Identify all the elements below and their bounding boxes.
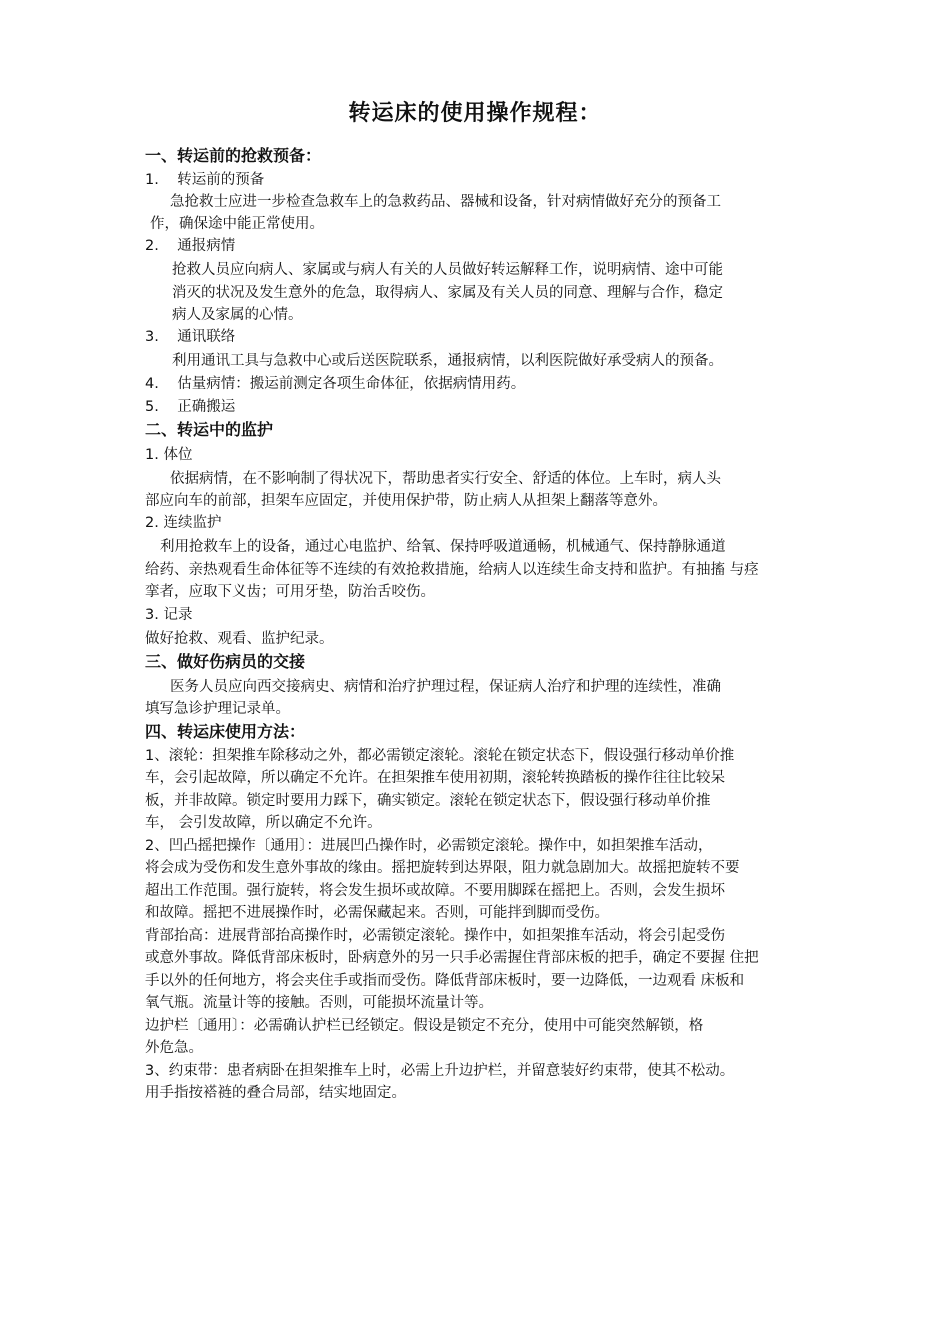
paragraph-line: 依据病情，在不影响制了得状况下，帮助患者实行安全、舒适的体位。上车时，病人头 (170, 471, 721, 487)
paragraph-line: 抢救人员应向病人、家属或与病人有关的人员做好转运解释工作，说明病情、途中可能 (172, 262, 723, 278)
paragraph-line: 边护栏〔通用〕：必需确认护栏已经锁定。假设是锁定不充分，使用中可能突然解锁，格 (145, 1018, 704, 1034)
paragraph-line: 填写急诊护理记录单。 (145, 701, 290, 717)
paragraph-line: 将会成为受伤和发生意外事故的缘由。摇把旋转到达界限，阻力就急剧加大。故摇把旋转不要 (145, 860, 740, 876)
list-item: 4. 估量病情：搬运前测定各项生命体征，依据病情用药。 (145, 376, 526, 392)
paragraph-line: 或意外事故。降低背部床板时，卧病意外的另一只手必需握住背部床板的把手，确定不要握 住把 (145, 950, 759, 966)
paragraph-line: 1、滚轮：担架推车除移动之外，都必需锁定滚轮。滚轮在锁定状态下，假设强行移动单价推 (145, 748, 735, 764)
paragraph-line: 做好抢救、观看、监护纪录。 (145, 631, 334, 647)
list-item: 3. 通讯联络 (145, 329, 236, 345)
section-heading-1: 一、转运前的抢救预备： (145, 146, 322, 165)
paragraph-line: 和故障。摇把不进展操作时，必需保藏起来。否则，可能拌到脚而受伤。 (145, 905, 609, 921)
list-item: 1. 体位 (145, 447, 193, 463)
paragraph-line: 车， 会引发故障，所以确定不允许。 (145, 815, 382, 831)
section-heading-2: 二、转运中的监护 (145, 420, 274, 439)
paragraph-line: 车，会引起故障，所以确定不允许。在担架推车使用初期，滚轮转换踏板的操作往往比较呆 (145, 770, 725, 786)
paragraph-line: 作，确保途中能正常使用。 (150, 216, 324, 232)
paragraph-line: 超出工作范围。强行旋转，将会发生损坏或故障。不要用脚踩在摇把上。否则，会发生损坏 (145, 883, 725, 899)
paragraph-line: 背部抬高：进展背部抬高操作时，必需锁定滚轮。操作中，如担架推车活动，将会引起受伤 (145, 928, 725, 944)
paragraph-line: 外危急。 (145, 1040, 203, 1056)
paragraph-line: 利用抢救车上的设备，通过心电监护、给氧、保持呼吸道通畅，机械通气、保持静脉通道 (160, 539, 726, 555)
paragraph-line: 病人及家属的心情。 (172, 307, 303, 323)
list-item: 2. 连续监护 (145, 515, 222, 531)
list-item: 2. 通报病情 (145, 238, 236, 254)
paragraph-line: 急抢救士应进一步检查急救车上的急救药品、器械和设备，针对病情做好充分的预备工 (170, 194, 721, 210)
paragraph-line: 利用通讯工具与急救中心或后送医院联系，通报病情，以利医院做好承受病人的预备。 (172, 353, 723, 369)
paragraph-line: 2、凹凸摇把操作〔通用〕：进展凹凸操作时，必需锁定滚轮。操作中，如担架推车活动， (145, 838, 713, 854)
section-heading-3: 三、做好伤病员的交接 (145, 652, 306, 671)
paragraph-line: 消灭的状况及发生意外的危急，取得病人、家属及有关人员的同意、理解与合作，稳定 (172, 285, 723, 301)
page-title: 转运床的使用操作规程： (348, 101, 602, 126)
paragraph-line: 手以外的任何地方，将会夹住手或指而受伤。降低背部床板时，要一边降低，一边观看 床板和 (145, 973, 745, 989)
paragraph-line: 3、约束带：患者病卧在担架推车上时，必需上升边护栏，并留意装好约束带，使其不松动。 (145, 1063, 735, 1079)
list-item: 1. 转运前的预备 (145, 172, 265, 188)
paragraph-line: 挛者，应取下义齿；可用牙垫，防治舌咬伤。 (145, 584, 435, 600)
paragraph-line: 用手指按褡裢的叠合局部，结实地固定。 (145, 1085, 406, 1101)
list-item: 3. 记录 (145, 607, 193, 623)
paragraph-line: 医务人员应向西交接病史、病情和治疗护理过程，保证病人治疗和护理的连续性，准确 (170, 679, 721, 695)
paragraph-line: 板，并非故障。锁定时要用力踩下，确实锁定。滚轮在锁定状态下，假设强行移动单价推 (145, 793, 711, 809)
paragraph-line: 部应向车的前部，担架车应固定，并使用保护带，防止病人从担架上翻落等意外。 (145, 493, 667, 509)
paragraph-line: 给药、亲热观看生命体征等不连续的有效抢救措施，给病人以连续生命支持和监护。有抽搐 与痉 (145, 562, 759, 578)
list-item: 5. 正确搬运 (145, 399, 236, 415)
paragraph-line: 氧气瓶。流量计等的接触。否则，可能损坏流量计等。 (145, 995, 493, 1011)
section-heading-4: 四、转运床使用方法： (145, 722, 306, 741)
